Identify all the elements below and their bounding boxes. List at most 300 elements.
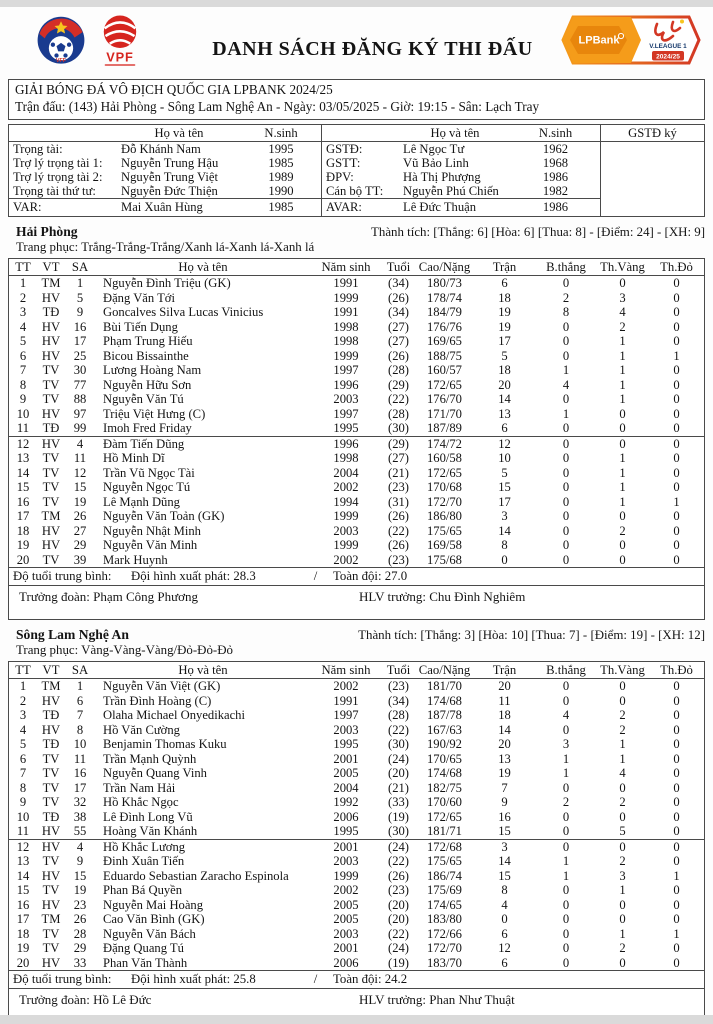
cell-name: Cao Văn Bình (GK) xyxy=(103,912,205,927)
cell-wins: 0 xyxy=(562,276,570,291)
cell-yellow: 0 xyxy=(619,406,626,421)
avg-age-label: Độ tuổi trung bình: xyxy=(13,569,112,584)
cell-wins: 0 xyxy=(562,941,570,956)
player-row xyxy=(9,781,704,796)
player-row xyxy=(9,810,704,825)
cell-wins: 0 xyxy=(562,824,570,839)
column-header-hw: Cao/Nặng xyxy=(416,662,473,679)
vpf-logo-icon xyxy=(96,13,144,71)
cell-sa: 77 xyxy=(73,377,87,392)
cell-yellow: 2 xyxy=(619,523,626,538)
cell-year: 2001 xyxy=(333,839,359,854)
cell-tt: 11 xyxy=(16,824,30,839)
cell-red: 0 xyxy=(673,538,680,553)
cell-age: (30) xyxy=(388,824,409,839)
cell-sa: 5 xyxy=(76,290,84,305)
cell-tt: 11 xyxy=(16,421,30,436)
avg-age-separator: / xyxy=(313,972,318,987)
official-cell: 1985 xyxy=(268,155,294,170)
cell-matches: 7 xyxy=(501,780,508,795)
player-row xyxy=(9,898,704,913)
vff-logo-icon xyxy=(34,14,88,70)
official-cell: Họ và tên xyxy=(117,125,241,142)
official-cell xyxy=(321,125,399,142)
scan-edge-bottom xyxy=(0,1015,713,1024)
vpf-logo-label: VPF xyxy=(106,49,134,65)
cell-name: Benjamin Thomas Kuku xyxy=(103,737,227,752)
cell-sa: 27 xyxy=(73,523,87,538)
cell-sa: 4 xyxy=(76,436,84,451)
cell-name: Trần Mạnh Quỳnh xyxy=(103,751,197,766)
cell-yellow: 4 xyxy=(619,305,626,320)
team-leaders-row xyxy=(8,586,705,620)
cell-yellow: 0 xyxy=(619,912,626,927)
cell-yellow: 0 xyxy=(619,693,626,708)
official-cell: N.sinh xyxy=(511,125,600,142)
player-row xyxy=(9,291,704,306)
cell-yellow: 1 xyxy=(619,751,626,766)
column-header-red: Th.Đỏ xyxy=(649,259,704,276)
cell-year: 1997 xyxy=(333,708,359,723)
official-cell xyxy=(9,125,117,142)
cell-vt: HV xyxy=(41,824,61,839)
cell-wins: 0 xyxy=(562,722,570,737)
cell-wins: 0 xyxy=(562,451,570,466)
cell-age: (26) xyxy=(388,868,409,883)
cell-age: (20) xyxy=(388,766,409,781)
cell-year: 1997 xyxy=(333,406,359,421)
cell-vt: HV xyxy=(41,538,61,553)
document-header xyxy=(0,0,713,73)
column-header-hw: Cao/Nặng xyxy=(416,259,473,276)
official-cell: 1985 xyxy=(241,198,321,216)
cell-year: 2004 xyxy=(333,465,359,480)
cell-name: Bùi Tiến Dụng xyxy=(103,319,178,334)
cell-hw: 186/80 xyxy=(427,509,462,524)
cell-tt: 5 xyxy=(19,334,27,349)
cell-year: 1998 xyxy=(333,319,359,334)
cell-tt: 3 xyxy=(19,708,27,723)
official-cell: Nguyễn Trung Việt xyxy=(121,169,218,184)
player-row xyxy=(9,451,704,466)
cell-matches: 8 xyxy=(501,883,508,898)
cell-sa: 4 xyxy=(76,839,84,854)
cell-sa: 9 xyxy=(76,305,84,320)
player-row xyxy=(9,694,704,709)
cell-hw: 188/75 xyxy=(427,348,462,363)
player-row xyxy=(9,437,704,452)
cell-year: 2006 xyxy=(333,955,359,970)
cell-vt: TĐ xyxy=(42,708,60,723)
cell-age: (29) xyxy=(388,377,409,392)
cell-name: Hoàng Văn Khánh xyxy=(103,824,198,839)
team-kit: Trang phục: Trắng-Trắng-Trắng/Xanh lá-Xanh lá-Xanh lá xyxy=(16,240,315,255)
cell-red: 0 xyxy=(673,552,680,567)
cell-tt: 2 xyxy=(19,693,27,708)
cell-sa: 11 xyxy=(73,751,87,766)
cell-hw: 176/70 xyxy=(427,392,462,407)
cell-name: Nguyễn Hữu Sơn xyxy=(103,377,192,392)
cell-tt: 6 xyxy=(19,751,27,766)
cell-vt: TV xyxy=(42,465,60,480)
cell-red: 0 xyxy=(673,290,680,305)
cell-matches: 20 xyxy=(498,737,511,752)
officials-sign-header: GSTĐ ký xyxy=(601,125,704,142)
cell-wins: 1 xyxy=(562,406,570,421)
vleague-label: V.LEAGUE 1 xyxy=(649,42,687,50)
cell-hw: 171/70 xyxy=(427,406,462,421)
cell-red: 0 xyxy=(673,392,680,407)
cell-tt: 20 xyxy=(16,955,30,970)
cell-red: 0 xyxy=(673,421,680,436)
cell-sa: 30 xyxy=(73,363,87,378)
official-cell: Trợ lý trọng tài 2: xyxy=(13,169,103,184)
cell-red: 0 xyxy=(673,854,680,869)
cell-sa: 12 xyxy=(73,465,87,480)
cell-name: Phan Văn Thành xyxy=(103,955,188,970)
page-title: DANH SÁCH ĐĂNG KÝ THI ĐẤU xyxy=(212,37,533,60)
cell-vt: TV xyxy=(42,926,60,941)
cell-matches: 14 xyxy=(498,722,511,737)
cell-matches: 6 xyxy=(501,955,508,970)
cell-yellow: 1 xyxy=(619,883,626,898)
cell-year: 1991 xyxy=(333,276,359,291)
cell-vt: TĐ xyxy=(42,737,60,752)
cell-year: 2001 xyxy=(333,941,359,956)
competition-name: GIẢI BÓNG ĐÁ VÔ ĐỊCH QUỐC GIA LPBANK 2024/25 xyxy=(15,82,333,97)
federation-logos xyxy=(34,13,184,71)
official-cell: Mai Xuân Hùng xyxy=(117,198,241,216)
cell-hw: 175/65 xyxy=(427,523,462,538)
cell-yellow: 0 xyxy=(619,421,626,436)
cell-wins: 0 xyxy=(562,809,570,824)
cell-name: Phạm Trung Hiếu xyxy=(103,334,193,349)
cell-age: (20) xyxy=(388,912,409,927)
cell-name: Hồ Khắc Lương xyxy=(103,839,186,854)
cell-hw: 172/65 xyxy=(427,377,462,392)
cell-yellow: 1 xyxy=(619,926,626,941)
player-row xyxy=(9,766,704,781)
team-header-slna xyxy=(16,627,705,643)
cell-matches: 14 xyxy=(498,523,511,538)
cell-name: Nguyễn Đình Triệu (GK) xyxy=(103,276,231,291)
cell-tt: 7 xyxy=(19,766,27,781)
cell-vt: HV xyxy=(41,955,61,970)
cell-name: Nguyễn Văn Bách xyxy=(103,926,196,941)
cell-vt: TV xyxy=(42,552,60,567)
official-cell: ĐPV: xyxy=(321,170,399,184)
cell-yellow: 3 xyxy=(619,868,626,883)
cell-age: (26) xyxy=(388,290,409,305)
cell-red: 0 xyxy=(673,780,680,795)
cell-red: 0 xyxy=(673,480,680,495)
cell-sa: 9 xyxy=(76,854,84,869)
cell-vt: TĐ xyxy=(42,809,60,824)
cell-wins: 0 xyxy=(562,509,570,524)
cell-hw: 181/70 xyxy=(427,679,462,694)
cell-sa: 32 xyxy=(73,795,87,810)
cell-hw: 169/58 xyxy=(427,538,462,553)
player-table-header xyxy=(9,259,704,276)
cell-red: 0 xyxy=(673,319,680,334)
cell-name: Lê Đình Long Vũ xyxy=(103,809,193,824)
cell-red: 0 xyxy=(673,941,680,956)
cell-year: 1995 xyxy=(333,421,359,436)
cell-red: 0 xyxy=(673,824,680,839)
cell-age: (21) xyxy=(388,780,409,795)
cell-wins: 0 xyxy=(562,334,570,349)
player-row xyxy=(9,553,704,568)
official-cell: Trọng tài thứ tư: xyxy=(13,184,96,199)
cell-matches: 6 xyxy=(501,926,508,941)
official-cell: GSTĐ: xyxy=(321,142,399,156)
cell-year: 2002 xyxy=(333,883,359,898)
cell-matches: 4 xyxy=(501,897,508,912)
cell-vt: HV xyxy=(41,868,61,883)
cell-tt: 5 xyxy=(19,737,27,752)
column-header-yellow: Th.Vàng xyxy=(596,662,649,679)
player-row xyxy=(9,737,704,752)
official-cell: Đỗ Khánh Nam xyxy=(121,141,201,156)
cell-tt: 6 xyxy=(19,348,27,363)
cell-red: 0 xyxy=(673,693,680,708)
cell-vt: TĐ xyxy=(42,305,60,320)
cell-tt: 4 xyxy=(19,722,27,737)
cell-matches: 20 xyxy=(498,679,511,694)
avg-age-label: Độ tuổi trung bình: xyxy=(13,972,112,987)
cell-year: 2002 xyxy=(333,679,359,694)
cell-age: (24) xyxy=(388,751,409,766)
cell-wins: 1 xyxy=(562,751,570,766)
cell-name: Lương Hoàng Nam xyxy=(103,363,202,378)
cell-yellow: 0 xyxy=(619,780,626,795)
cell-yellow: 0 xyxy=(619,839,626,854)
cell-age: (24) xyxy=(388,941,409,956)
player-row xyxy=(9,276,704,291)
cell-name: Nguyễn Văn Việt (GK) xyxy=(103,679,221,694)
substitutes-section xyxy=(9,436,704,568)
player-row xyxy=(9,927,704,942)
cell-age: (30) xyxy=(388,737,409,752)
cell-age: (20) xyxy=(388,897,409,912)
cell-wins: 0 xyxy=(562,679,570,694)
cell-matches: 15 xyxy=(498,868,511,883)
cell-tt: 13 xyxy=(16,854,30,869)
cell-wins: 0 xyxy=(562,883,570,898)
cell-matches: 0 xyxy=(501,912,508,927)
cell-tt: 18 xyxy=(16,926,30,941)
cell-vt: TV xyxy=(42,751,60,766)
cell-yellow: 0 xyxy=(619,276,626,291)
cell-tt: 1 xyxy=(19,276,27,291)
column-header-age: Tuổi xyxy=(381,259,416,276)
player-row xyxy=(9,349,704,364)
player-row xyxy=(9,795,704,810)
cell-year: 2006 xyxy=(333,809,359,824)
avg-age-total: Toàn đội: 27.0 xyxy=(333,569,408,584)
cell-vt: TM xyxy=(41,912,61,927)
cell-matches: 20 xyxy=(498,377,511,392)
cell-hw: 182/75 xyxy=(427,780,462,795)
cell-matches: 6 xyxy=(501,421,508,436)
cell-hw: 175/68 xyxy=(427,552,462,567)
player-row xyxy=(9,869,704,884)
cell-age: (27) xyxy=(388,319,409,334)
column-header-yellow: Th.Vàng xyxy=(596,259,649,276)
cell-wins: 0 xyxy=(562,693,570,708)
average-age-row xyxy=(8,568,705,586)
team-name: Sông Lam Nghệ An xyxy=(16,627,129,643)
player-row xyxy=(9,912,704,927)
player-row xyxy=(9,723,704,738)
cell-hw: 172/65 xyxy=(427,809,462,824)
cell-hw: 170/60 xyxy=(427,795,462,810)
cell-hw: 190/92 xyxy=(427,737,462,752)
cell-age: (29) xyxy=(388,436,409,451)
cell-year: 1994 xyxy=(333,494,359,509)
cell-wins: 1 xyxy=(562,868,570,883)
cell-year: 2001 xyxy=(333,751,359,766)
cell-tt: 18 xyxy=(16,523,30,538)
cell-wins: 0 xyxy=(562,494,570,509)
player-row xyxy=(9,407,704,422)
official-cell: 1982 xyxy=(542,184,569,199)
cell-sa: 6 xyxy=(76,693,84,708)
cell-hw: 176/76 xyxy=(427,319,462,334)
cell-tt: 14 xyxy=(16,868,30,883)
column-header-name: Họ và tên xyxy=(95,259,311,276)
cell-tt: 17 xyxy=(16,912,30,927)
cell-hw: 172/68 xyxy=(427,839,462,854)
cell-hw: 170/68 xyxy=(427,480,462,495)
column-header-sa: SA xyxy=(65,259,95,276)
cell-wins: 1 xyxy=(562,363,570,378)
cell-tt: 20 xyxy=(16,552,30,567)
cell-red: 0 xyxy=(673,839,680,854)
avg-age-starting: Đội hình xuất phát: 25.8 xyxy=(131,972,256,987)
cell-hw: 187/78 xyxy=(427,708,462,723)
cell-name: Đặng Quang Tú xyxy=(103,941,184,956)
cell-sa: 26 xyxy=(73,509,87,524)
cell-wins: 0 xyxy=(562,523,570,538)
cell-year: 1999 xyxy=(333,348,359,363)
cell-vt: TV xyxy=(42,377,60,392)
cell-matches: 9 xyxy=(501,795,508,810)
cell-vt: TV xyxy=(42,854,60,869)
cell-tt: 2 xyxy=(19,290,27,305)
player-row xyxy=(9,854,704,869)
official-cell: 1990 xyxy=(268,184,294,199)
cell-matches: 5 xyxy=(501,348,508,363)
cell-age: (24) xyxy=(388,839,409,854)
player-row xyxy=(9,305,704,320)
cell-hw: 175/65 xyxy=(427,854,462,869)
cell-vt: HV xyxy=(41,348,61,363)
team-kit: Trang phục: Vàng-Vàng-Vàng/Đỏ-Đỏ-Đỏ xyxy=(16,643,233,658)
player-row xyxy=(9,495,704,510)
cell-name: Eduardo Sebastian Zaracho Espinola xyxy=(103,868,289,883)
player-row xyxy=(9,956,704,971)
cell-vt: HV xyxy=(41,897,61,912)
cell-yellow: 1 xyxy=(619,363,626,378)
official-cell: GSTT: xyxy=(321,156,399,170)
cell-hw: 178/74 xyxy=(427,290,462,305)
player-row xyxy=(9,840,704,855)
cell-hw: 172/66 xyxy=(427,926,462,941)
cell-matches: 3 xyxy=(501,839,508,854)
cell-year: 2003 xyxy=(333,523,359,538)
official-cell: AVAR: xyxy=(321,198,399,216)
competition-box xyxy=(8,79,705,120)
cell-red: 0 xyxy=(673,955,680,970)
cell-yellow: 2 xyxy=(619,722,626,737)
cell-tt: 19 xyxy=(16,941,30,956)
cell-wins: 2 xyxy=(562,795,570,810)
cell-hw: 172/65 xyxy=(427,465,462,480)
cell-sa: 33 xyxy=(73,955,87,970)
cell-yellow: 5 xyxy=(619,824,626,839)
cell-age: (22) xyxy=(388,392,409,407)
cell-vt: HV xyxy=(41,436,61,451)
official-cell: VAR: xyxy=(9,198,117,216)
cell-yellow: 0 xyxy=(619,538,626,553)
cell-age: (34) xyxy=(388,693,409,708)
column-header-matches: Trận xyxy=(473,259,536,276)
player-row xyxy=(9,524,704,539)
cell-sa: 25 xyxy=(73,348,87,363)
cell-matches: 19 xyxy=(498,305,511,320)
cell-red: 1 xyxy=(673,494,680,509)
cell-year: 1991 xyxy=(333,305,359,320)
cell-vt: TV xyxy=(42,883,60,898)
cell-age: (22) xyxy=(388,722,409,737)
cell-wins: 4 xyxy=(562,377,570,392)
column-header-wins: B.thắng xyxy=(536,259,596,276)
cell-hw: 186/74 xyxy=(427,868,462,883)
cell-sa: 99 xyxy=(73,421,87,436)
team-header-haiphong xyxy=(16,224,705,240)
cell-vt: HV xyxy=(41,334,61,349)
cell-sa: 17 xyxy=(73,780,87,795)
cell-tt: 3 xyxy=(19,305,27,320)
cell-sa: 29 xyxy=(73,941,87,956)
cell-year: 1997 xyxy=(333,363,359,378)
cell-year: 1992 xyxy=(333,795,359,810)
starters-section xyxy=(9,276,704,436)
cell-tt: 15 xyxy=(16,883,30,898)
cell-year: 1998 xyxy=(333,334,359,349)
column-header-year: Năm sinh xyxy=(311,662,381,679)
cell-vt: TV xyxy=(42,363,60,378)
cell-wins: 0 xyxy=(562,552,570,567)
cell-year: 2003 xyxy=(333,392,359,407)
cell-yellow: 0 xyxy=(619,679,626,694)
cell-name: Đặng Văn Tới xyxy=(103,290,175,305)
head-coach: HLV trưởng: Phan Như Thuật xyxy=(359,992,515,1008)
cell-year: 2005 xyxy=(333,897,359,912)
cell-matches: 3 xyxy=(501,509,508,524)
average-age-row xyxy=(8,971,705,989)
cell-matches: 13 xyxy=(498,751,511,766)
player-row xyxy=(9,363,704,378)
cell-vt: TV xyxy=(42,766,60,781)
official-cell: Họ và tên xyxy=(399,125,511,142)
cell-wins: 2 xyxy=(562,290,570,305)
team-record: Thành tích: [Thắng: 3] [Hòa: 10] [Thua: 7] - [Điểm: 19] - [XH: 12] xyxy=(358,628,705,643)
cell-yellow: 1 xyxy=(619,494,626,509)
cell-age: (31) xyxy=(388,494,409,509)
cell-red: 0 xyxy=(673,722,680,737)
